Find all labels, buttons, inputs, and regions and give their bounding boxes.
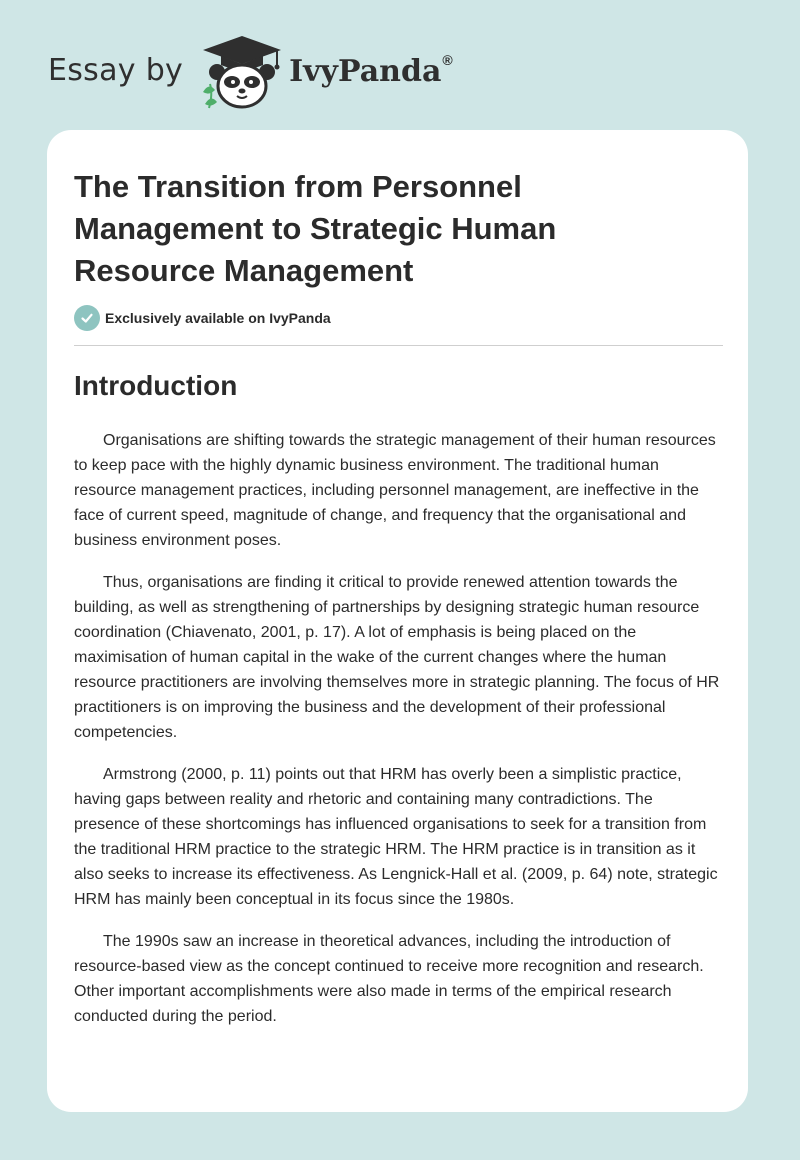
divider: [74, 345, 723, 346]
check-icon: [74, 305, 100, 331]
brand-header: [48, 34, 453, 110]
essay-by-label: Essay by: [48, 52, 184, 88]
paragraph: Thus, organisations are finding it critical to provide renewed attention towards the building, as well as strengthening of partnerships by designing strategic human resource coordination (Chiavenato, 2001, p. 17). A lot of emphasis is being placed on the maximisation of human capital in the wake of the current changes where the human resource practitioners are involving themselves more in strategic planning. The focus of HR practitioners is on improving the business and the development of their professional competencies.: [74, 574, 720, 741]
essay-title: The Transition from Personnel Management to Strategic Human Resource Management: [74, 169, 557, 288]
ivypanda-wordmark: [289, 51, 453, 89]
essay-card: [47, 130, 748, 1112]
paragraph: The 1990s saw an increase in theoretical advances, including the introduction of resource-based view as the concept continued to receive more recognition and research. Other important accomplishments were also made in terms of the empirical research conducted during the period.: [74, 933, 704, 1025]
section-heading-introduction: Introduction: [74, 370, 238, 401]
exclusive-badge: [74, 305, 331, 331]
ivypanda-logo-icon: [197, 34, 287, 110]
paragraph: Organisations are shifting towards the strategic management of their human resources to keep pace with the highly dynamic business environment. The traditional human resource management practices, including personnel management, are ineffective in the face of current speed, magnitude of change, and frequency that the organisational and business environment poses.: [74, 432, 716, 549]
paragraph: Armstrong (2000, p. 11) points out that HRM has overly been a simplistic practice, having gaps between reality and rhetoric and containing many contradictions. The presence of these shortcomings has influenced organisations to seek for a transition from the traditional HRM practice to the strategic HRM. The HRM practice is in transition as it also seeks to increase its effectiveness. As Lengnick-Hall et al. (2009, p. 64) note, strategic HRM has mainly been conceptual in its focus since the 1980s.: [74, 766, 718, 908]
brand-name: IvyPanda: [289, 53, 442, 89]
essay-body: [74, 428, 722, 1046]
registered-mark: ®: [442, 51, 453, 68]
exclusive-label: Exclusively available on IvyPanda: [105, 310, 331, 326]
